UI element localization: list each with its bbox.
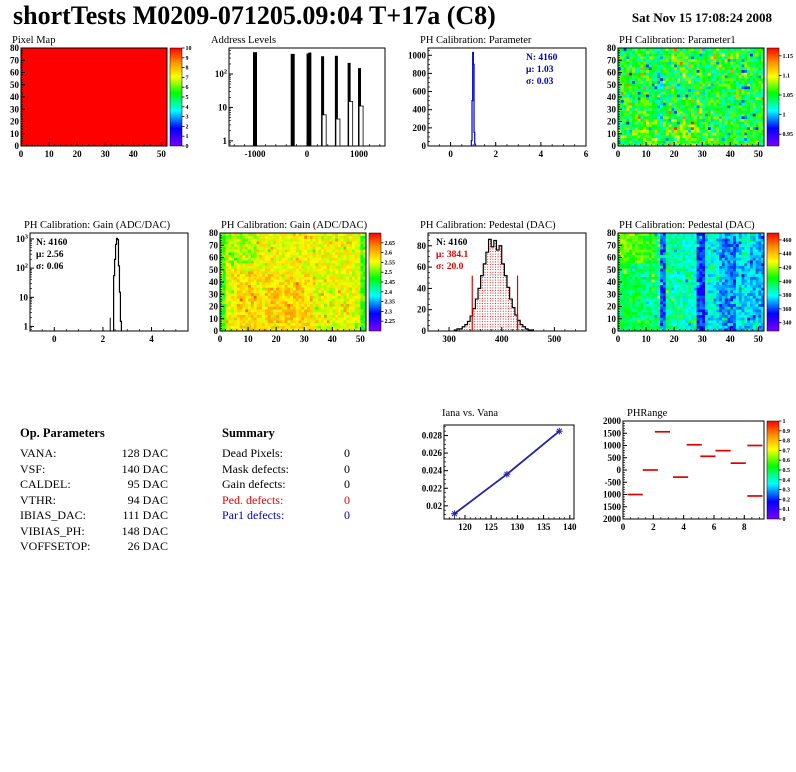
axis-tick-label: 0 [616, 465, 621, 475]
row-value: 94 DAC [127, 492, 168, 507]
axis-tick-label: 50 [209, 264, 218, 275]
axis-tick-label: -500 [604, 477, 621, 488]
colorbar-tick-label: 10 [185, 46, 192, 52]
panel-title: Address Levels [211, 35, 277, 46]
axis-tick-label: 60 [607, 252, 616, 263]
axis-tick-label: 10 [19, 292, 28, 303]
axis-tick-label: 1500 [603, 501, 621, 512]
axis-tick-label: 2000 [603, 514, 621, 524]
colorbar-tick-label: 340 [782, 320, 792, 327]
axis-tick-label: 140 [563, 522, 577, 532]
text-row [20, 446, 168, 462]
stat-line: μ: 1.03 [526, 65, 554, 75]
axis-tick-label: 8 [742, 522, 747, 532]
colorbar [369, 233, 381, 331]
axis-tick-label: 40 [128, 149, 138, 159]
text-row [222, 508, 350, 524]
row-value: 140 DAC [121, 461, 168, 476]
axis-tick-label: 500 [547, 334, 562, 344]
axis-tick-label: 1000 [603, 440, 621, 451]
colorbar-tick-label: 0.5 [782, 468, 790, 474]
text-row [20, 493, 168, 509]
colorbar-tick-label: 0.4 [782, 477, 790, 484]
row-value: 148 DAC [121, 523, 168, 538]
colorbar-tick-label: 0.2 [782, 497, 790, 504]
colorbar-tick-label: 5 [185, 95, 189, 101]
colorbar-tick-label: 2.65 [384, 240, 395, 247]
axis-tick-label: 0 [18, 149, 24, 159]
axis-tick-label: 50 [607, 264, 616, 275]
axis-tick-label: 0 [421, 141, 426, 151]
axis-tick-label: 40 [725, 149, 735, 159]
axis-tick-label: 10 [209, 313, 218, 324]
axis-tick-label: 0 [304, 149, 310, 159]
panel-title: PH Calibration: Gain (ADC/DAC) [221, 220, 368, 231]
panel-title: PH Calibration: Gain (ADC/DAC) [24, 220, 171, 231]
axis-tick-label: 500 [607, 452, 621, 463]
panel-title: PH Calibration: Parameter1 [619, 35, 736, 46]
text-row [222, 477, 350, 493]
axis-tick-label: 50 [607, 79, 616, 90]
axis-tick-label: 4 [681, 522, 686, 532]
stat-line: σ: 20.0 [436, 262, 464, 272]
axis-tick-label: 0 [611, 141, 616, 151]
axis-tick-label: 6 [711, 522, 717, 532]
pixel-map-chart [0, 34, 199, 166]
axis-tick-label: 10 [607, 128, 616, 139]
text-row [20, 524, 168, 540]
colorbar-tick-label: 8 [185, 65, 189, 72]
colorbar-tick-label: 9 [185, 55, 189, 62]
panel-title: PH Calibration: Pedestal (DAC) [619, 220, 755, 231]
axis-tick-label: 10 [641, 149, 651, 159]
axis-tick-label: 0.026 [421, 448, 442, 459]
colorbar [170, 48, 182, 146]
row-value: 0 [344, 477, 350, 491]
row-value: 26 DAC [127, 539, 168, 553]
colorbar-tick-label: 400 [782, 279, 792, 286]
axis-tick-label: 80 [607, 228, 616, 238]
op-parameters-heading: Op. Parameters [20, 426, 105, 440]
axis-tick-label: 0.028 [421, 430, 442, 441]
axis-tick-label: 6 [583, 149, 589, 159]
axis-tick-label: 0 [421, 326, 426, 336]
axis-tick-label: 600 [412, 86, 426, 97]
axis-tick-label: 70 [607, 55, 616, 66]
axis-tick-label: 80 [607, 43, 616, 53]
stat-line: σ: 0.06 [36, 262, 64, 272]
ph-pedestal-map-chart [597, 219, 796, 351]
panel-ph-pedestal-map [597, 219, 796, 351]
panel-iana-vana [398, 407, 597, 539]
ph-pedestal-hist-chart [398, 219, 597, 351]
row-label: VOFFSETOP: [20, 539, 91, 553]
address-levels-chart [199, 34, 398, 166]
axis-tick-label: 0 [52, 334, 57, 344]
axis-tick-label: 50 [753, 334, 763, 344]
row-label: Gain defects: [222, 477, 286, 491]
iana-vana-chart [398, 407, 597, 539]
colorbar-tick-label: 2.3 [384, 309, 392, 316]
colorbar [767, 233, 779, 331]
row-label: VANA: [20, 446, 57, 460]
colorbar-tick-label: 2.55 [384, 260, 395, 267]
panel-pixel-map [0, 34, 199, 166]
row-label: VSF: [20, 461, 46, 476]
colorbar-tick-label: 2.45 [384, 280, 395, 286]
axis-tick-label: 50 [156, 149, 166, 159]
colorbar-tick-label: 2.25 [384, 319, 395, 326]
row-label: Mask defects: [222, 461, 289, 476]
axis-tick-label: 1000 [408, 50, 426, 61]
page-title: shortTests M0209-071205.09:04 T+17a (C8) [13, 1, 496, 30]
colorbar-tick-label: 440 [782, 251, 792, 258]
axis-tick-label: 20 [669, 334, 679, 344]
axis-tick-label: 30 [299, 334, 309, 344]
colorbar-tick-label: 2.35 [384, 299, 395, 306]
row-label: VIBIAS_PH: [20, 523, 85, 538]
row-value: 128 DAC [121, 446, 168, 460]
colorbar-tick-label: 2 [185, 124, 189, 131]
panel-ph-range [597, 407, 796, 539]
axis-tick-label: 10 [10, 128, 19, 139]
colorbar-tick-label: 0.8 [782, 438, 790, 445]
stat-line: μ: 384.1 [436, 250, 469, 260]
panel-title: PHRange [627, 408, 668, 419]
colorbar-tick-label: 1.05 [782, 93, 793, 100]
axis-tick-label: 0 [615, 334, 621, 344]
text-row [20, 477, 168, 493]
axis-tick-label: 10 [607, 313, 616, 324]
text-row [222, 446, 350, 462]
axis-tick-label: 30 [697, 334, 707, 344]
colorbar-tick-label: 3 [185, 114, 189, 121]
axis-tick-label: 20 [209, 301, 218, 312]
stat-line: N: 4160 [526, 53, 558, 63]
axis-tick-label: 30 [10, 104, 19, 115]
text-row [20, 508, 168, 524]
row-value: 0 [344, 461, 350, 476]
axis-tick-label: 2 [100, 334, 106, 344]
axis-tick-label: 1000 [603, 489, 621, 500]
axis-tick-label: 130 [510, 522, 525, 532]
panel-ph-gain-hist [0, 219, 199, 351]
stat-line: N: 4160 [36, 238, 68, 248]
axis-tick-label: 0 [14, 141, 19, 151]
axis-tick-label: 50 [355, 334, 365, 344]
colorbar-tick-label: 2.5 [384, 270, 392, 277]
axis-tick-label: 40 [417, 283, 426, 294]
axis-tick-label: 30 [697, 149, 707, 159]
row-label: Ped. defects: [222, 492, 284, 507]
row-label: Dead Pixels: [222, 446, 283, 460]
axis-tick-label: 2 [651, 522, 656, 532]
row-label: IBIAS_DAC: [20, 508, 87, 522]
summary-rows [222, 446, 350, 524]
stat-line: σ: 0.03 [526, 77, 554, 87]
axis-tick-label: 40 [725, 334, 735, 344]
axis-tick-label: 70 [607, 240, 616, 251]
axis-tick-label: 800 [412, 68, 426, 79]
panel-ph-parameter1 [597, 34, 796, 166]
axis-tick-label: $10^2$ [214, 68, 227, 79]
axis-tick-label: 30 [100, 149, 110, 159]
op-parameters-rows [20, 446, 168, 555]
row-label: VTHR: [20, 492, 56, 507]
colorbar-tick-label: 0.3 [782, 487, 790, 494]
row-value: 111 DAC [122, 508, 168, 522]
colorbar-tick-label: 1 [782, 419, 786, 425]
axis-tick-label: 300 [442, 334, 456, 344]
axis-tick-label: 4 [149, 334, 154, 344]
axis-tick-label: 0 [611, 326, 616, 336]
axis-tick-label: 60 [209, 252, 218, 263]
axis-tick-label: 40 [327, 334, 337, 344]
axis-tick-label: 1 [23, 321, 28, 332]
stat-line: μ: 2.56 [36, 250, 64, 260]
row-value: 0 [344, 492, 350, 507]
report-date: Sat Nov 15 17:08:24 2008 [631, 10, 772, 25]
axis-tick-label: 0.024 [421, 465, 442, 476]
axis-tick-label: 135 [536, 522, 551, 532]
axis-tick-label: 20 [72, 149, 82, 159]
colorbar-tick-label: 2.6 [384, 250, 392, 257]
ph-range-chart [597, 407, 796, 539]
colorbar-tick-label: 7 [185, 75, 189, 82]
axis-tick-label: $10^2$ [15, 262, 28, 274]
panel-address-levels [199, 34, 398, 166]
ph-parameter-chart [398, 34, 597, 166]
axis-tick-label: 30 [607, 104, 616, 115]
axis-tick-label: 40 [607, 277, 616, 287]
summary-heading: Summary [222, 426, 275, 440]
axis-tick-label: 80 [417, 240, 426, 251]
axis-tick-label: 20 [669, 149, 679, 159]
summary-block [222, 426, 350, 524]
axis-tick-label: 70 [209, 240, 218, 251]
axis-tick-label: 20 [607, 116, 616, 127]
colorbar-tick-label: 0 [782, 517, 786, 523]
ph-gain-hist-chart [0, 219, 199, 351]
colorbar-tick-label: 0.1 [782, 507, 790, 514]
axis-tick-label: 2 [493, 149, 498, 159]
axis-tick-label: 1500 [603, 428, 621, 439]
panel-title: PH Calibration: Parameter [420, 35, 532, 46]
colorbar-tick-label: 0.95 [782, 132, 793, 139]
axis-tick-label: 50 [753, 149, 763, 159]
axis-tick-label: 80 [10, 43, 19, 53]
axis-tick-label: 1 [222, 135, 227, 146]
axis-tick-label: 0 [213, 326, 218, 336]
op-parameters-block [20, 426, 168, 555]
row-value: 95 DAC [127, 477, 168, 491]
colorbar-tick-label: 0.7 [782, 448, 790, 455]
axis-tick-label: 200 [412, 122, 426, 133]
colorbar-tick-label: 1 [782, 112, 786, 119]
axis-tick-label: 70 [10, 55, 19, 66]
colorbar-tick-label: 360 [782, 306, 792, 313]
axis-tick-label: 80 [209, 228, 218, 238]
axis-tick-label: -1000 [244, 149, 266, 159]
axis-tick-label: 60 [10, 67, 19, 78]
axis-tick-label: 0 [615, 149, 621, 159]
colorbar-tick-label: 0.9 [782, 428, 790, 435]
colorbar-tick-label: 420 [782, 265, 792, 272]
axis-tick-label: 30 [209, 289, 218, 300]
panel-title: Iana vs. Vana [442, 408, 499, 419]
axis-tick-label: 20 [417, 304, 426, 315]
colorbar-tick-label: 380 [782, 293, 792, 300]
text-row [20, 462, 168, 478]
colorbar-tick-label: 1.15 [782, 53, 793, 60]
stat-line: N: 4160 [436, 238, 468, 248]
colorbar [767, 48, 779, 146]
colorbar-tick-label: 4 [185, 104, 189, 111]
text-row [222, 493, 350, 509]
row-label: CALDEL: [20, 477, 71, 491]
axis-tick-label: 40 [607, 92, 616, 102]
axis-tick-label: 125 [484, 522, 498, 532]
colorbar-tick-label: 0 [185, 144, 189, 150]
axis-tick-label: 10 [243, 334, 253, 344]
axis-tick-label: 20 [10, 116, 19, 127]
text-row [222, 462, 350, 478]
ph-gain-map-chart [199, 219, 398, 351]
row-label: Par1 defects: [222, 508, 285, 522]
colorbar-tick-label: 460 [782, 237, 792, 244]
axis-tick-label: 60 [607, 67, 616, 78]
axis-tick-label: 20 [271, 334, 281, 344]
axis-tick-label: 0.02 [426, 500, 442, 511]
axis-tick-label: 40 [209, 277, 218, 287]
panel-title: Pixel Map [12, 35, 56, 46]
axis-tick-label: $10^3$ [15, 233, 28, 244]
row-value: 0 [344, 508, 350, 522]
axis-tick-label: 0 [217, 334, 223, 344]
axis-tick-label: 0.022 [421, 483, 442, 494]
axis-tick-label: 10 [641, 334, 651, 344]
axis-tick-label: 120 [458, 522, 472, 532]
axis-tick-label: 0 [620, 522, 626, 532]
ph-parameter1-chart [597, 34, 796, 166]
axis-tick-label: 50 [10, 79, 19, 90]
axis-tick-label: 400 [412, 104, 426, 115]
colorbar-tick-label: 1 [185, 134, 189, 141]
axis-tick-label: 400 [494, 334, 509, 344]
colorbar [767, 421, 779, 519]
axis-tick-label: 10 [218, 102, 227, 113]
colorbar-tick-label: 0.6 [782, 458, 790, 465]
axis-tick-label: 0 [448, 149, 453, 159]
colorbar-tick-label: 1.1 [782, 73, 790, 80]
panel-ph-parameter [398, 34, 597, 166]
axis-tick-label: 40 [10, 92, 19, 102]
colorbar-tick-label: 2.4 [384, 289, 392, 296]
panel-ph-gain-map [199, 219, 398, 351]
row-value: 0 [344, 446, 350, 460]
axis-tick-label: 30 [607, 289, 616, 300]
axis-tick-label: 20 [607, 301, 616, 312]
axis-tick-label: 4 [538, 149, 544, 159]
colorbar-tick-label: 6 [185, 85, 189, 92]
axis-tick-label: 10 [44, 149, 54, 159]
panel-title: PH Calibration: Pedestal (DAC) [420, 220, 556, 231]
panel-ph-pedestal-hist [398, 219, 597, 351]
text-row [20, 539, 168, 555]
axis-tick-label: 60 [417, 262, 426, 273]
axis-tick-label: 1000 [350, 149, 368, 159]
axis-tick-label: 2000 [603, 416, 621, 426]
